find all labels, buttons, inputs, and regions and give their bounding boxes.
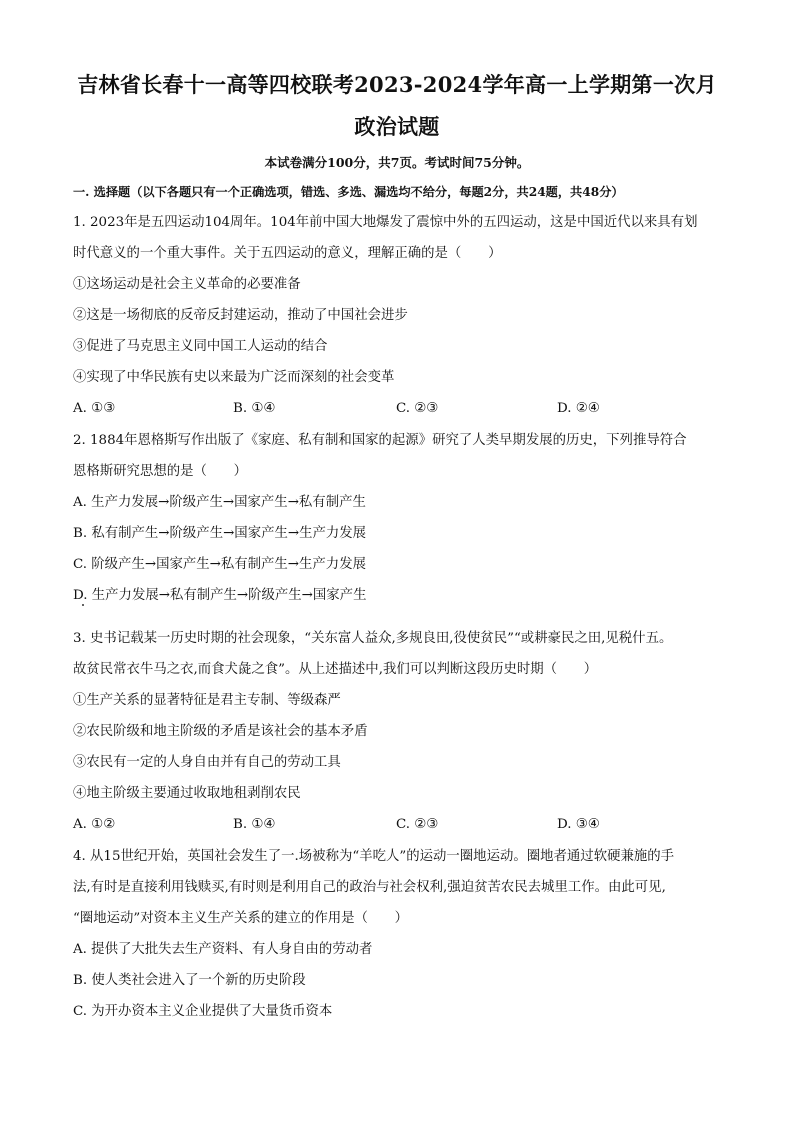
q1-option-d: D. ②④ <box>557 401 600 416</box>
q3-statement-4: ④地主阶级主要通过收取地租剥削农民 <box>73 786 301 801</box>
q3-statement-3: ③农民有一定的人身自由并有自己的劳动工具 <box>73 755 341 770</box>
q2-choice-a: A. 生产力发展→阶级产生→国家产生→私有制产生 <box>73 495 366 510</box>
q1-option-c: C. ②③ <box>396 401 439 416</box>
q1-statement-1: ①这场运动是社会主义革命的必要准备 <box>73 277 301 292</box>
q1-option-a: A. ①③ <box>73 401 116 416</box>
q1-statement-3: ③促进了马克思主义同中国工人运动的结合 <box>73 339 328 354</box>
q4-stem-line-1: 4. 从15世纪开始，英国社会发生了一.场被称为“羊吃人”的运动一圈地运动。圈地者通过软硬兼施的手 <box>73 849 675 864</box>
q1-stem-line-1: 1. 2023年是五四运动104周年。104年前中国大地爆发了震惊中外的五四运动，这是中国近代以来具有划 <box>73 215 698 230</box>
q4-choice-b: B. 使人类社会进入了一个新的历史阶段 <box>73 973 306 988</box>
exam-info: 本试卷满分100分，共7页。考试时间75分钟。 <box>264 155 530 170</box>
q3-stem-line-1: 3. 史书记载某一历史时期的社会现象，“关东富人益众,多规良田,役使贫民”“或耕豪民之田,见税什五。 <box>73 631 673 646</box>
exam-subject: 政治试题 <box>354 114 440 139</box>
q3-stem-line-2: 故贫民常衣牛马之衣,而食犬彘之食”。从上述描述中,我们可以判断这段历史时期（ ） <box>73 662 598 677</box>
q4-stem-line-2: 法,有时是直接利用钱赎买,有时则是利用自己的政治与社会权利,强迫贫苦农民去城里工作。由此可见, <box>73 880 666 895</box>
q3-option-b: B. ①④ <box>233 817 276 832</box>
q4-choice-a: A. 提供了大批失去生产资料、有人身自由的劳动者 <box>73 942 373 957</box>
q2-stem-line-2: 恩格斯研究思想的是（ ） <box>73 464 248 479</box>
q2-stem-line-1: 2. 1884年恩格斯写作出版了《家庭、私有制和国家的起源》研究了人类早期发展的历史，下列推导符合 <box>73 433 687 448</box>
stray-mark <box>82 604 84 606</box>
q2-choice-d: D. 生产力发展→私有制产生→阶级产生→国家产生 <box>73 588 367 603</box>
q1-statement-2: ②这是一场彻底的反帝反封建运动，推动了中国社会进步 <box>73 308 408 323</box>
q3-option-a: A. ①② <box>73 817 116 832</box>
section-heading: 一. 选择题（以下各题只有一个正确选项，错选、多选、漏选均不给分，每题2分，共24题，共48分） <box>73 185 624 199</box>
q2-choice-b: B. 私有制产生→阶级产生→国家产生→生产力发展 <box>73 526 367 541</box>
q1-stem-line-2: 时代意义的一个重大事件。关于五四运动的意义，理解正确的是（ ） <box>73 246 502 261</box>
exam-title: 吉林省长春十一高等四校联考2023-2024学年高一上学期第一次月 <box>77 72 717 97</box>
q1-statement-4: ④实现了中华民族有史以来最为广泛而深刻的社会变革 <box>73 370 395 385</box>
q3-option-c: C. ②③ <box>396 817 439 832</box>
q1-option-b: B. ①④ <box>233 401 276 416</box>
q2-choice-c: C. 阶级产生→国家产生→私有制产生→生产力发展 <box>73 557 366 572</box>
q3-option-d: D. ③④ <box>557 817 600 832</box>
q4-stem-line-3: “圈地运动”对资本主义生产关系的建立的作用是（ ） <box>73 911 409 926</box>
q4-choice-c: C. 为开办资本主义企业提供了大量货币资本 <box>73 1004 333 1019</box>
q3-statement-1: ①生产关系的显著特征是君主专制、等级森严 <box>73 693 341 708</box>
q3-statement-2: ②农民阶级和地主阶级的矛盾是该社会的基本矛盾 <box>73 724 368 739</box>
